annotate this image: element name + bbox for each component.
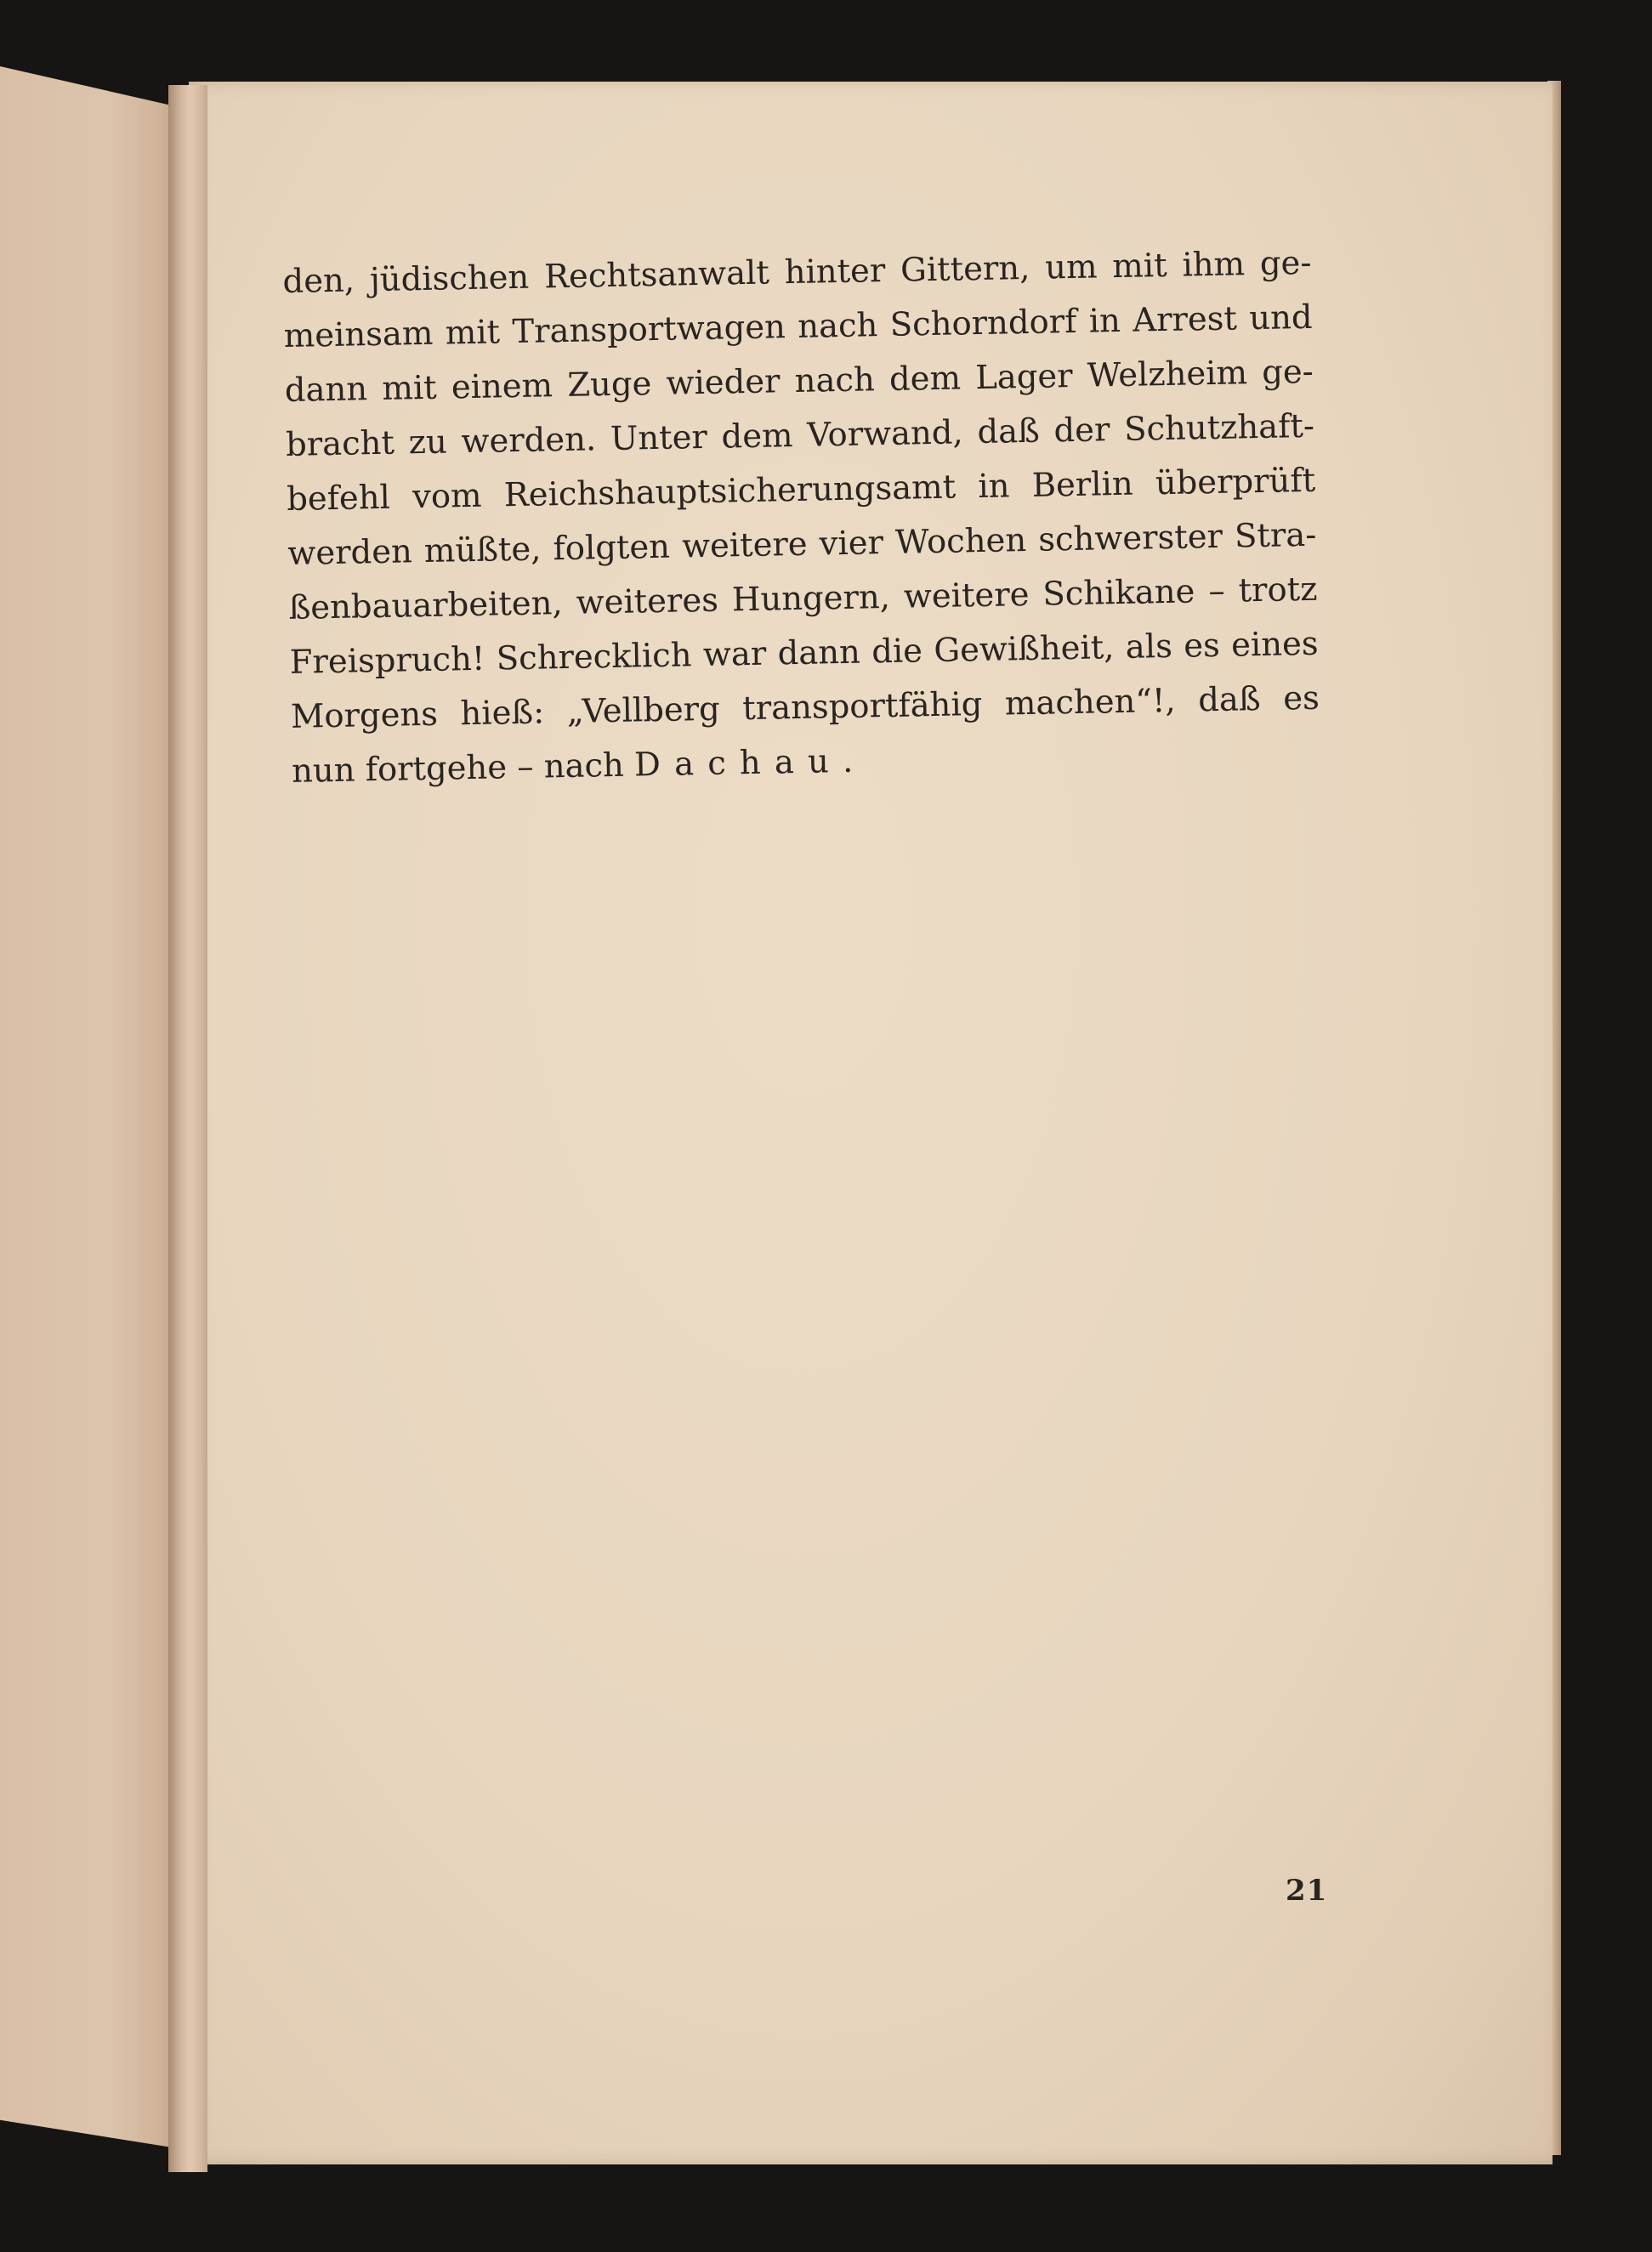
text-line-9: Morgens hieß: „Vellberg transportfähig machen“!, daß es [290,678,1320,736]
page-number: 21 [1286,1874,1328,1908]
text-line-8: Freispruch! Schrecklich war dann die Gewißheit, als es eines [289,624,1319,682]
body-paragraph [282,236,1321,799]
left-facing-page [0,66,183,2149]
text-line-1: den, jüdischen Rechtsanwalt hinter Gittern, um mit ihm ge- [282,243,1312,301]
text-line-6: werden müßte, folgten weitere vier Wochen schwerster Stra- [287,515,1317,573]
last-line-suffix: . [842,741,854,781]
text-line-3: dann mit einem Zuge wieder nach dem Lager Welzheim ge- [284,352,1314,410]
text-line-7: ßenbauarbeiten, weiteres Hungern, weitere Schikane – trotz [288,570,1318,627]
text-line-5: befehl vom Reichshauptsicherungsamt in Berlin überprüft [286,461,1316,519]
text-line-4: bracht zu werden. Unter dem Vorwand, daß der Schutzhaft- [285,406,1315,464]
book-gutter [168,85,207,2172]
place-name-spaced: Dachau [633,742,843,785]
last-line-prefix: nun fortgehe – nach [291,746,635,791]
text-line-2: meinsam mit Transportwagen nach Schorndorf in Arrest und [283,298,1313,355]
